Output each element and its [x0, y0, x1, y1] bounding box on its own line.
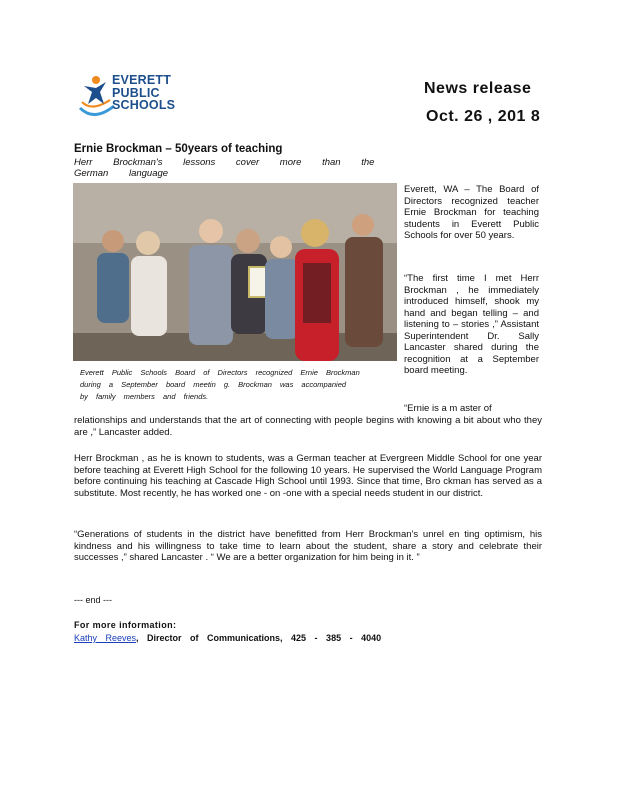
body-paragraph-1: relationships and understands that the art of connecting with people begins with knowing a bit about who they are ,” Lancaster added.: [74, 415, 542, 438]
contact-line: [74, 633, 381, 643]
logo-line-1: EVERETT: [112, 73, 172, 87]
contact-name-link[interactable]: Kathy Reeves: [74, 633, 137, 643]
release-date: Oct. 26 , 201 8: [426, 108, 541, 125]
more-info-label: For more information:: [74, 620, 177, 630]
contact-details: , Director of Communications, 425 - 385 - 4040: [136, 633, 382, 643]
logo-line-3: SCHOOLS: [112, 98, 176, 112]
group-photo: [73, 183, 397, 361]
quote-start-paragraph: “Ernie is a m aster of: [404, 403, 492, 414]
quote-paragraph: “The first time I met Herr Brockman , he immediately introduced himself, shook my hand and began telling – and listening to – stories ,” Assistant Superintendent Dr. Sally Lancaster shared during the recognition at a September board meeting.: [404, 273, 539, 376]
subheadline: Herr Brockman's lessons cover more than the German language: [74, 157, 375, 179]
logo-figure-icon: [76, 72, 116, 122]
photo-caption: Everett Public Schools Board of Directors recognized Ernie Brockman during a September board meetin g. Brockman was accompanied by family members and friends.: [80, 368, 360, 401]
logo-line-2: PUBLIC: [112, 85, 160, 100]
body-paragraph-3: “Generations of students in the district have benefitted from Herr Brockman's unrel en ting optimism, his kindness and his willingness to take time to learn about the student, share a story and celebrate their successes ,” shared Lancaster . “ We are a better organization for him being in it. ”: [74, 529, 542, 563]
news-release-title: News release: [424, 80, 532, 97]
intro-paragraph: Everett, WA – The Board of Directors recognized teacher Ernie Brockman for teaching students in Everett Public Schools for over 50 years.: [404, 184, 539, 241]
district-logo: [76, 72, 191, 122]
headline: Ernie Brockman – 50years of teaching: [74, 143, 283, 155]
body-paragraph-2: Herr Brockman , as he is known to students, was a German teacher at Evergreen Middle School for one year before teaching at Everett High School for the following 10 years. He supervised the World Language Program before continuing his teaching at Cascade High School until 1993. Since that time, Bro ckman has served as a substitute. Most recently, he has worked one - on -one with a special needs student in our district.: [74, 453, 542, 499]
end-marker: --- end ---: [74, 595, 112, 605]
logo-text: [112, 74, 175, 112]
